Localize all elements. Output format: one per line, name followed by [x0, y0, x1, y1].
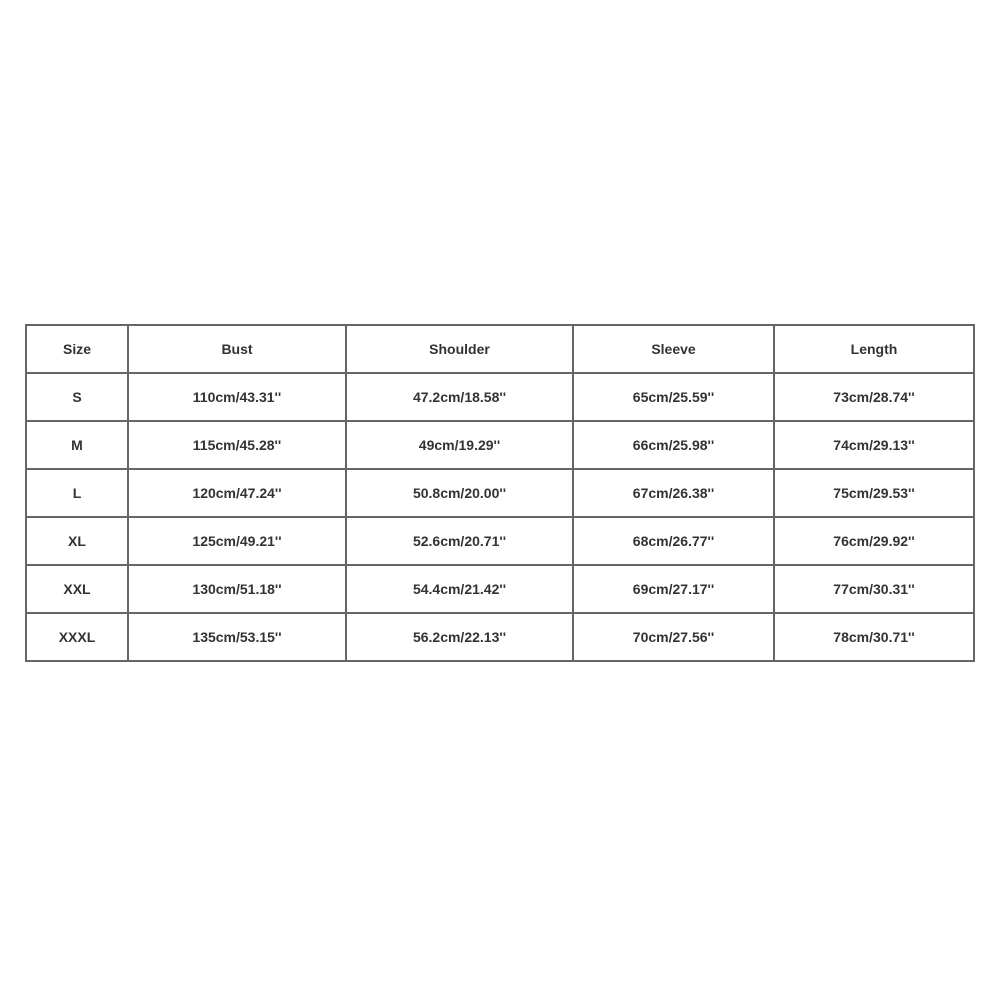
- table-row: [26, 373, 974, 421]
- table-row: [26, 469, 974, 517]
- cell-sleeve: 68cm/26.77'': [573, 517, 774, 565]
- cell-length: 74cm/29.13'': [774, 421, 974, 469]
- cell-sleeve: 67cm/26.38'': [573, 469, 774, 517]
- cell-shoulder: 47.2cm/18.58'': [346, 373, 573, 421]
- header-row: [26, 325, 974, 373]
- cell-size: L: [26, 469, 128, 517]
- table-row: [26, 421, 974, 469]
- cell-shoulder: 49cm/19.29'': [346, 421, 573, 469]
- cell-shoulder: 52.6cm/20.71'': [346, 517, 573, 565]
- cell-bust: 125cm/49.21'': [128, 517, 346, 565]
- cell-sleeve: 69cm/27.17'': [573, 565, 774, 613]
- cell-sleeve: 70cm/27.56'': [573, 613, 774, 661]
- cell-size: XXXL: [26, 613, 128, 661]
- cell-size: XXL: [26, 565, 128, 613]
- cell-sleeve: 65cm/25.59'': [573, 373, 774, 421]
- cell-bust: 120cm/47.24'': [128, 469, 346, 517]
- cell-bust: 115cm/45.28'': [128, 421, 346, 469]
- header-length: Length: [774, 325, 974, 373]
- cell-bust: 130cm/51.18'': [128, 565, 346, 613]
- cell-shoulder: 54.4cm/21.42'': [346, 565, 573, 613]
- cell-sleeve: 66cm/25.98'': [573, 421, 774, 469]
- table-row: [26, 565, 974, 613]
- cell-shoulder: 50.8cm/20.00'': [346, 469, 573, 517]
- table-row: [26, 613, 974, 661]
- cell-length: 75cm/29.53'': [774, 469, 974, 517]
- header-sleeve: Sleeve: [573, 325, 774, 373]
- cell-length: 76cm/29.92'': [774, 517, 974, 565]
- header-shoulder: Shoulder: [346, 325, 573, 373]
- table-row: [26, 517, 974, 565]
- cell-bust: 135cm/53.15'': [128, 613, 346, 661]
- cell-length: 78cm/30.71'': [774, 613, 974, 661]
- cell-length: 77cm/30.31'': [774, 565, 974, 613]
- header-size: Size: [26, 325, 128, 373]
- cell-size: XL: [26, 517, 128, 565]
- size-chart-table: [25, 324, 975, 662]
- cell-shoulder: 56.2cm/22.13'': [346, 613, 573, 661]
- header-bust: Bust: [128, 325, 346, 373]
- table-header: [26, 325, 974, 373]
- cell-length: 73cm/28.74'': [774, 373, 974, 421]
- table-body: [26, 373, 974, 661]
- cell-size: M: [26, 421, 128, 469]
- cell-bust: 110cm/43.31'': [128, 373, 346, 421]
- cell-size: S: [26, 373, 128, 421]
